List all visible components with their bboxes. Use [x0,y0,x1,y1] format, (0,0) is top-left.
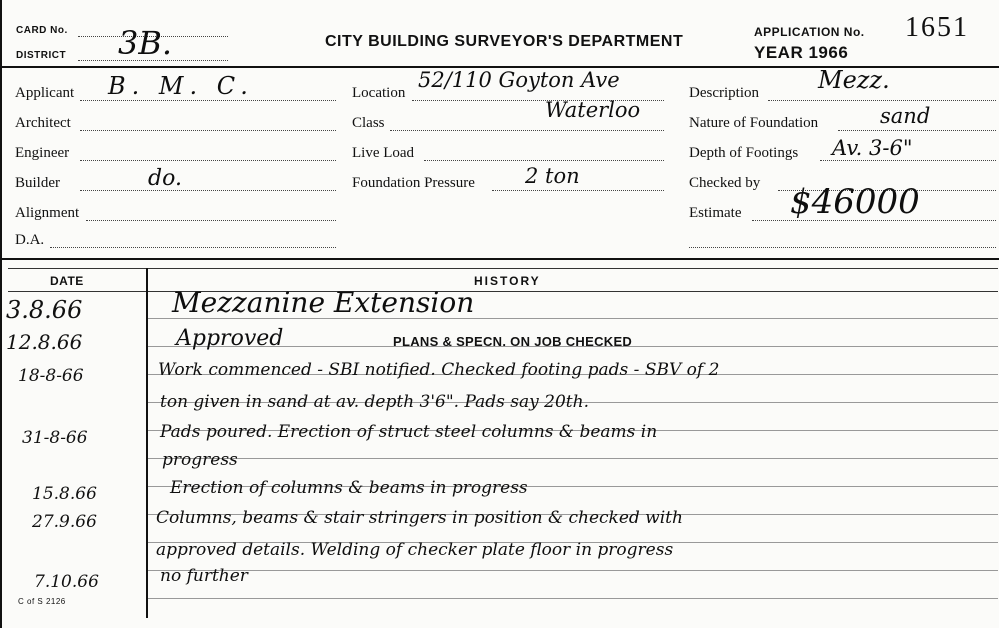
live-load-label: Live Load [352,145,415,161]
builder-value: do. [148,166,182,191]
checked-by-label: Checked by [689,175,761,191]
architect-line [80,130,336,131]
nature-of-foundation-line [838,130,996,131]
description-line [768,100,996,101]
architect-label: Architect [15,115,71,131]
date-header: DATE [50,274,84,288]
location-value: 52/110 Goyton Ave [418,68,620,92]
estimate-value: $46000 [790,182,920,222]
foundation-pressure-label: Foundation Pressure [352,175,475,191]
card-left-edge [0,0,2,628]
history-rule [148,570,998,571]
history-rule [148,458,998,459]
history-text: Columns, beams & stair stringers in position & checked with [156,508,683,528]
history-text: Erection of columns & beams in progress [170,478,528,498]
class-line [390,130,664,131]
history-date: 12.8.66 [6,330,83,354]
history-text: approved details. Welding of checker plate floor in progress [156,540,674,560]
date-column-divider [146,268,148,618]
history-text: Work commenced - SBI notified. Checked footing pads - SBV of 2 [158,360,720,380]
nature-of-foundation-value: sand [880,104,931,128]
foundation-pressure-value: 2 ton [525,164,580,188]
district-label: DISTRICT [16,50,67,61]
history-text: Mezzanine Extension [172,286,475,319]
application-label: APPLICATION No. [754,25,865,39]
foundation-pressure-line [492,190,664,191]
form-code: C of S 2126 [18,597,66,606]
applicant-label: Applicant [15,85,75,101]
year: YEAR 1966 [754,43,849,62]
history-header-bottom [8,291,998,292]
builder-label: Builder [15,175,60,191]
history-date: 18-8-66 [18,366,84,386]
history-header-top [8,268,998,269]
applicant-line [80,100,336,101]
right-extra-line [689,247,996,248]
live-load-line [424,160,664,161]
description-label: Description [689,85,759,101]
history-date: 7.10.66 [34,572,99,592]
application-number: 1651 [905,12,969,43]
nature-of-foundation-label: Nature of Foundation [689,115,819,131]
history-date: 15.8.66 [32,484,97,504]
history-date: 31-8-66 [22,428,88,448]
district-value: 3B. [118,24,173,62]
description-value: Mezz. [818,66,890,94]
da-label: D.A. [15,232,45,248]
depth-of-footings-label: Depth of Footings [689,145,799,161]
location-label: Location [352,85,406,101]
builder-line [80,190,336,191]
alignment-line [86,220,336,221]
history-date: 3.8.66 [6,296,83,324]
depth-of-footings-value: Av. 3-6" [832,136,913,160]
history-date: 27.9.66 [32,512,97,532]
history-top-rule [0,258,999,260]
department-title: CITY BUILDING SURVEYOR'S DEPARTMENT [325,33,684,50]
location-value-2: Waterloo [545,98,641,122]
history-text: no further [160,566,248,586]
history-text: progress [162,450,238,470]
depth-of-footings-line [820,160,996,161]
history-header: HISTORY [474,274,541,288]
class-label: Class [352,115,385,131]
estimate-label: Estimate [689,205,742,221]
plans-checked-stamp: PLANS & SPECN. ON JOB CHECKED [393,334,633,349]
engineer-label: Engineer [15,145,70,161]
alignment-label: Alignment [15,205,80,221]
history-text: ton given in sand at av. depth 3'6". Pads say 20th. [160,392,589,412]
applicant-value: B. M. C. [108,72,254,100]
history-text: Approved [176,326,284,351]
history-text: Pads poured. Erection of struct steel columns & beams in [160,422,658,442]
da-line [50,247,336,248]
history-rule [148,598,998,599]
engineer-line [80,160,336,161]
card-no-label: CARD No. [16,25,68,36]
